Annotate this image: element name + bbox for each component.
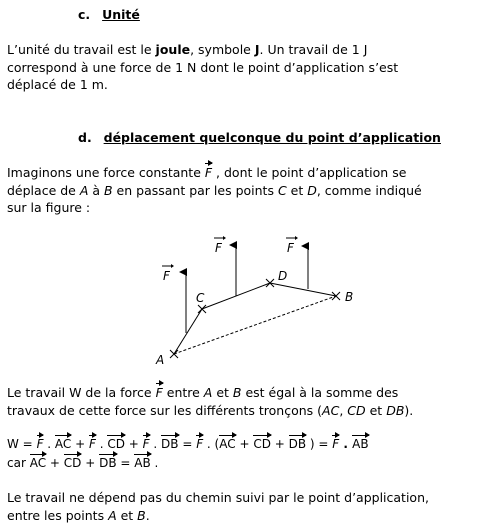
point-a: A	[108, 507, 117, 523]
section-d-heading	[78, 130, 441, 145]
force-vector: F	[155, 385, 163, 400]
cross-d	[266, 279, 274, 287]
text: ,	[339, 402, 348, 418]
segment-cd-label: CD	[347, 402, 366, 418]
label-a: A	[156, 353, 165, 367]
section-c-heading	[78, 7, 140, 22]
segment-db	[270, 283, 336, 296]
force-vector: F	[204, 165, 213, 180]
force-label-3	[286, 236, 298, 255]
text: en passant par les points	[112, 182, 278, 198]
svg-text:F: F	[215, 241, 222, 255]
text: , symbole	[190, 42, 255, 57]
point-a: A	[79, 182, 89, 198]
svg-text:F: F	[163, 269, 170, 283]
text: sur la figure :	[7, 200, 91, 215]
text: est égal à la somme des	[241, 385, 399, 400]
point-d: D	[307, 182, 317, 198]
cross-a	[170, 350, 178, 358]
work-paragraph	[7, 383, 477, 419]
text: et	[212, 385, 233, 400]
force-label-2	[214, 236, 226, 255]
unit-paragraph	[7, 41, 477, 94]
text: .	[145, 507, 150, 523]
text: à	[88, 182, 104, 198]
point-b: B	[232, 385, 242, 400]
section-c-number: c.	[78, 7, 91, 22]
text: ).	[404, 402, 414, 418]
text: et	[116, 507, 138, 523]
force-label-1	[162, 264, 174, 283]
label-b: B	[345, 290, 354, 304]
work-equation: W = F . AC + F . CD + F . DB = F . (AC + CD + DB ) = F . AB car AC + CD + DB = AB .	[7, 435, 477, 472]
label-c: C	[196, 291, 205, 305]
section-d-title: déplacement quelconque du point d’application	[103, 130, 441, 145]
section-c-title: Unité	[102, 7, 140, 22]
text: , dont le point d’application se	[212, 165, 407, 180]
point-c: C	[277, 182, 287, 198]
label-d: D	[278, 269, 288, 283]
point-b: B	[137, 507, 146, 523]
text: L’unité du travail est le	[7, 42, 156, 57]
text: . Un travail de 1 J	[259, 42, 368, 57]
point-a: A	[203, 385, 213, 400]
text: entre	[162, 385, 204, 400]
text: entre les points	[7, 507, 109, 523]
segment-db-label: DB	[386, 402, 405, 418]
text: déplace de	[7, 182, 80, 198]
text: correspond à une force de 1 N dont le point d’application s’est	[7, 59, 399, 75]
joule-symbol: J	[254, 42, 260, 57]
text: et	[286, 182, 308, 198]
point-b: B	[104, 182, 113, 198]
intro-paragraph	[7, 163, 477, 217]
segment-ac	[174, 309, 202, 354]
section-d-number: d.	[78, 130, 92, 145]
conclusion-paragraph	[7, 489, 477, 524]
text: Le travail ne dépend pas du chemin suivi par le point d’application,	[7, 490, 429, 505]
path-figure	[140, 228, 370, 368]
cross-c	[198, 305, 206, 313]
text: déplacé de 1 m.	[7, 77, 108, 92]
text: travaux de cette force sur les différents tronçons (	[7, 402, 323, 418]
cross-b	[332, 292, 340, 300]
svg-text:F: F	[287, 241, 294, 255]
text: et	[365, 402, 387, 418]
text: Le travail W de la force	[7, 385, 156, 400]
text: , comme indiqué	[316, 182, 422, 198]
joule-word: joule	[155, 42, 191, 57]
segment-ac-label: AC	[322, 402, 340, 418]
text: Imaginons une force constante	[7, 165, 205, 180]
